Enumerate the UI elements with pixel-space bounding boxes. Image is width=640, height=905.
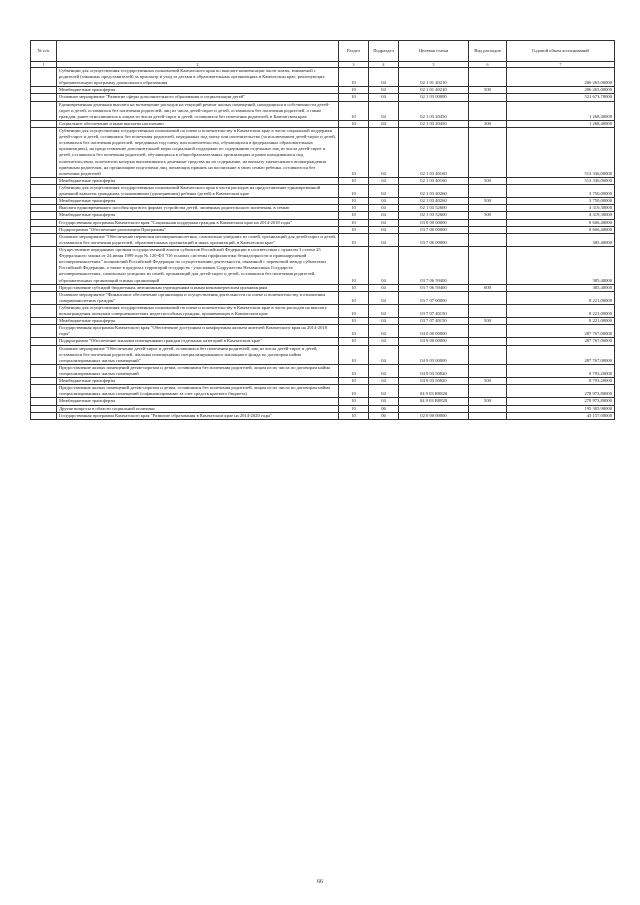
row-section: 10 [339, 284, 369, 291]
row-target-article: 03 7 07 00000 [399, 291, 469, 304]
row-sum: 43 157,00000 [507, 412, 615, 419]
row-target-article: 03 7 00 00000 [399, 226, 469, 233]
col-number: 3 [339, 62, 369, 68]
row-sum: 8 793,20000 [507, 364, 615, 377]
header-exp-type: Вид расходов [469, 41, 507, 62]
row-subsection: 04 [369, 226, 399, 233]
header-name [57, 41, 339, 62]
row-target-article: 04 0 00 00000 [399, 325, 469, 338]
row-subsection: 04 [369, 177, 399, 184]
row-number [31, 177, 57, 184]
row-expense-type: 500 [469, 198, 507, 205]
table-row [31, 364, 615, 377]
row-number [31, 378, 57, 385]
row-name: Социальное обеспечение и иные выплаты населению [57, 120, 339, 127]
row-target-article: 04 9 03 00000 [399, 345, 469, 364]
row-expense-type: 500 [469, 177, 507, 184]
table-row [31, 198, 615, 205]
row-number [31, 246, 57, 284]
row-subsection: 06 [369, 405, 399, 412]
row-name: Подпрограмма "Обеспечение реализации Программы" [57, 226, 339, 233]
row-section: 10 [339, 385, 369, 398]
table-row [31, 246, 615, 284]
row-number [31, 205, 57, 212]
row-subsection: 04 [369, 212, 399, 219]
row-sum: 206 265,00000 [507, 68, 615, 87]
row-target-article: 02 1 03 00000 [399, 94, 469, 101]
row-sum: 8 606,40000 [507, 226, 615, 233]
row-section: 10 [339, 412, 369, 419]
row-sum: 8 221,00000 [507, 304, 615, 317]
row-number [31, 87, 57, 94]
row-subsection: 04 [369, 291, 399, 304]
col-number: 5 [399, 62, 469, 68]
row-number [31, 94, 57, 101]
row-subsection: 04 [369, 345, 399, 364]
row-name: Государственная программа Камчатского края "Обеспечение доступным и комфортным жильем жителей Камчатского края на 2014-2018 годы" [57, 325, 339, 338]
table-row [31, 325, 615, 338]
row-target-article: 02 1 01 40210 [399, 87, 469, 94]
row-sum: 195 305,90000 [507, 405, 615, 412]
row-sum: 385,40000 [507, 284, 615, 291]
row-target-article: 03 7 07 40150 [399, 318, 469, 325]
col-number: 7 [507, 62, 615, 68]
col-number: 6 [469, 62, 507, 68]
row-section: 10 [339, 318, 369, 325]
row-number [31, 398, 57, 405]
row-section: 10 [339, 405, 369, 412]
row-expense-type: 500 [469, 87, 507, 94]
row-number [31, 184, 57, 197]
header-sum: Годовой объем ассигнований [507, 41, 615, 62]
row-section: 10 [339, 345, 369, 364]
row-sum: 3 750,00000 [507, 198, 615, 205]
header-target: Целевая статья [399, 41, 469, 62]
row-sum: 513 336,00000 [507, 127, 615, 177]
table-row [31, 412, 615, 419]
row-name: Предоставление жилых помещений детям-сиротам и детям, оставшимся без попечения родителей, лицам из их числа по договорам найма специализированных жилых помещений [57, 364, 339, 377]
row-expense-type [469, 226, 507, 233]
row-expense-type: 500 [469, 318, 507, 325]
row-sum: 4 319,30000 [507, 212, 615, 219]
table-row [31, 233, 615, 246]
row-number [31, 68, 57, 87]
table-row [31, 304, 615, 317]
row-sum: 1 268,40000 [507, 120, 615, 127]
row-target-article: 02 1 03 20450 [399, 120, 469, 127]
row-expense-type [469, 94, 507, 101]
row-expense-type [469, 101, 507, 120]
row-expense-type [469, 127, 507, 177]
table-row [31, 398, 615, 405]
row-sum: 3 750,00000 [507, 184, 615, 197]
row-target-article: 03 7 06 00000 [399, 233, 469, 246]
row-section: 10 [339, 212, 369, 219]
row-target-article: 04 9 03 50820 [399, 378, 469, 385]
row-number [31, 233, 57, 246]
row-expense-type: 300 [469, 120, 507, 127]
row-number [31, 120, 57, 127]
row-section: 10 [339, 291, 369, 304]
row-name: Государственная программа Камчатского края "Социальная поддержка граждан в Камчатском крае на 2014-2018 годы" [57, 219, 339, 226]
row-subsection: 04 [369, 246, 399, 284]
row-sum: 385,40000 [507, 233, 615, 246]
row-number [31, 304, 57, 317]
row-expense-type [469, 345, 507, 364]
header-section: Раздел [339, 41, 369, 62]
row-name: Межбюджетные трансферты [57, 318, 339, 325]
row-section: 10 [339, 101, 369, 120]
table-row [31, 219, 615, 226]
row-section: 10 [339, 378, 369, 385]
row-name: Субвенции для осуществления государственных полномочий по опеке и попечительству в Камчатском крае в части социальной поддержки детей-сирот и детей, оставшихся без попечения родителей, переданных под опеку или попечительство (за исключением детей-сирот и детей, оставшихся без попечения родителей, переданных под опеку или попечительство, обучающихся в федеральных образовательных организациях), на предоставление дополнительной меры социальной поддержки по содержанию отдельных лиц из числа детей-сирот и детей, оставшихся без попечения родителей, обучающихся в общеобразовательных организациях и ранее находившихся под попечительством, попечители которых выплачивались денежные средства на их содержание, на выплату ежемесячного вознаграждения приемным родителям, на организацию подготовки лиц, желающих принять на воспитание в свою семью ребенка, оставшегося без попечения родителей [57, 127, 339, 177]
row-section: 10 [339, 304, 369, 317]
row-expense-type [469, 325, 507, 338]
row-sum: 8 221,00000 [507, 318, 615, 325]
row-target-article: 04 9 03 R0820 [399, 385, 469, 398]
budget-table [30, 40, 615, 420]
row-expense-type: 600 [469, 284, 507, 291]
row-name: Межбюджетные трансферты [57, 378, 339, 385]
table-row [31, 127, 615, 177]
table-row [31, 120, 615, 127]
row-name: Субвенции для осуществления государственных полномочий Камчатского края в части расходов на предоставление единовременной денежной выплаты гражданам, усыновившим (удочерившим) ребенка (детей) в Камчатском крае [57, 184, 339, 197]
row-name: Подпрограмма "Обеспечение жилыми помещениями граждан отдельных категорий в Камчатском крае" [57, 338, 339, 345]
row-expense-type [469, 385, 507, 398]
row-subsection: 04 [369, 205, 399, 212]
row-subsection: 04 [369, 385, 399, 398]
row-section: 10 [339, 184, 369, 197]
row-section: 10 [339, 246, 369, 284]
row-section: 10 [339, 120, 369, 127]
row-target-article: 02 1 03 20450 [399, 101, 469, 120]
row-name: Основное мероприятие "Финансовое обеспечение организации и осуществления деятельности по опеке и попечительству в отношении совершеннолетних граждан" [57, 291, 339, 304]
header-num: № п/п [31, 41, 57, 62]
table-row [31, 101, 615, 120]
row-subsection: 04 [369, 219, 399, 226]
row-target-article: 02 1 03 40260 [399, 184, 469, 197]
row-section: 10 [339, 87, 369, 94]
row-name: Государственная программа Камчатского края "Развитие образования в Камчатском крае на 2014-2020 годы" [57, 412, 339, 419]
row-target-article: 02 1 03 52600 [399, 212, 469, 219]
row-target-article: 04 9 03 50820 [399, 364, 469, 377]
table-row [31, 94, 615, 101]
row-section: 10 [339, 205, 369, 212]
row-sum: 521 673,70000 [507, 94, 615, 101]
row-target-article [399, 405, 469, 412]
row-name: Межбюджетные трансферты [57, 87, 339, 94]
row-sum: 1 268,40000 [507, 101, 615, 120]
header-subsection: Подраздел [369, 41, 399, 62]
row-expense-type [469, 304, 507, 317]
row-section: 10 [339, 127, 369, 177]
row-target-article: 02 1 03 40160 [399, 177, 469, 184]
row-expense-type [469, 184, 507, 197]
row-subsection: 04 [369, 284, 399, 291]
table-row [31, 291, 615, 304]
row-name: Субвенции для осуществления государственных полномочий Камчатского края по выплате компенсации части платы, взимаемой с родителей (законных представителей) за присмотр и уход за детьми в образовательных организациях в Камчатском крае, реализующих образовательную программу дошкольного образования [57, 68, 339, 87]
row-name: Основное мероприятие "Обеспечение перевозки несовершеннолетних, самовольно ушедших из семей, организаций для детей-сирот и детей, оставшихся без попечения родителей, образовательных организаций и иных организаций, в Камчатском крае" [57, 233, 339, 246]
row-name: Выплата единовременного пособия при всех формах устройства детей, лишенных родительского попечения, в семью [57, 205, 339, 212]
row-name: Межбюджетные трансферты [57, 198, 339, 205]
row-target-article: 03 7 06 59400 [399, 284, 469, 291]
table-row [31, 405, 615, 412]
row-section: 10 [339, 338, 369, 345]
row-expense-type [469, 205, 507, 212]
row-sum: 278 973,80000 [507, 385, 615, 398]
table-row [31, 184, 615, 197]
table-row [31, 226, 615, 233]
row-target-article: 02 0 00 00000 [399, 412, 469, 419]
row-section: 10 [339, 219, 369, 226]
row-expense-type: 500 [469, 378, 507, 385]
row-subsection: 04 [369, 184, 399, 197]
table-row [31, 338, 615, 345]
row-expense-type [469, 364, 507, 377]
row-expense-type [469, 246, 507, 284]
row-target-article: 03 7 06 59400 [399, 246, 469, 284]
row-expense-type [469, 338, 507, 345]
row-number [31, 318, 57, 325]
row-number [31, 338, 57, 345]
row-sum: 278 973,80000 [507, 398, 615, 405]
row-number [31, 385, 57, 398]
row-subsection: 04 [369, 378, 399, 385]
table-row [31, 318, 615, 325]
row-sum: 8 221,00000 [507, 291, 615, 304]
table-row [31, 177, 615, 184]
row-target-article: 03 0 00 00000 [399, 219, 469, 226]
col-number: 1 [31, 62, 57, 68]
row-name: Осуществление переданных органам государственной власти субъектов Российской Федерации в соответствии с пунктом 3 статьи 25 Федерального закона от 24 июня 1999 года № 120-ФЗ "Об основах системы профилактики безнадзорности и правонарушений несовершеннолетних" полномочий Российской Федерации по осуществлению деятельности, связанной с перевозкой между субъектами Российской Федерации, а также в пределах территорий государств - участников Содружества Независимых Государств несовершеннолетних, самовольно ушедших из семей, организаций для детей-сирот и детей, оставшихся без попечения родителей, образовательных организаций и иных организаций [57, 246, 339, 284]
table-row [31, 68, 615, 87]
row-section: 10 [339, 398, 369, 405]
row-name: Субвенции для осуществления государственных полномочий по опеке и попечительству в Камчатском крае в части расходов на выплату вознаграждения опекунам совершеннолетних недееспособных граждан, проживающих в Камчатском крае [57, 304, 339, 317]
row-subsection: 04 [369, 198, 399, 205]
table-row [31, 385, 615, 398]
row-subsection: 04 [369, 127, 399, 177]
row-subsection: 04 [369, 233, 399, 246]
row-name: Предоставление субсидий бюджетным, автономным учреждениям и иным некоммерческим организациям [57, 284, 339, 291]
row-sum: 513 336,00000 [507, 177, 615, 184]
row-target-article: 02 1 03 40260 [399, 198, 469, 205]
row-name: Единовременная денежная выплата на возмещение расходов на текущий ремонт жилых помещений, находящихся в собственности детей-сирот и детей, оставшихся без попечения родителей, лиц из числа детей-сирот и детей, оставшихся без попечения родителей, а также граждан, ранее относившихся к лицам из числа детей-сирот и детей, оставшихся без попечения родителей, в Камчатском крае [57, 101, 339, 120]
row-sum: 206 265,00000 [507, 87, 615, 94]
row-sum: 8 606,40000 [507, 219, 615, 226]
row-sum: 287 767,00000 [507, 345, 615, 364]
row-subsection: 04 [369, 325, 399, 338]
row-target-article: 04 9 03 R0820 [399, 398, 469, 405]
page-number: 66 [317, 879, 323, 885]
row-section: 10 [339, 364, 369, 377]
row-subsection: 06 [369, 412, 399, 419]
row-expense-type: 500 [469, 212, 507, 219]
table-row [31, 345, 615, 364]
row-expense-type [469, 219, 507, 226]
row-sum: 287 767,00000 [507, 338, 615, 345]
row-number [31, 405, 57, 412]
row-subsection: 04 [369, 101, 399, 120]
table-row [31, 284, 615, 291]
row-subsection: 04 [369, 364, 399, 377]
row-sum: 4 319,30000 [507, 205, 615, 212]
row-section: 10 [339, 68, 369, 87]
row-expense-type [469, 68, 507, 87]
row-expense-type [469, 412, 507, 419]
row-number [31, 212, 57, 219]
row-subsection: 04 [369, 304, 399, 317]
row-sum: 385,40000 [507, 246, 615, 284]
table-row [31, 212, 615, 219]
row-expense-type [469, 233, 507, 246]
row-name: Предоставление жилых помещений детям-сиротам и детям, оставшимся без попечения родителей, лицам из их числа по договорам найма специализированных жилых помещений (софинансирование за счет средств краевого бюджета) [57, 385, 339, 398]
row-target-article: 02 1 03 52600 [399, 205, 469, 212]
row-number [31, 226, 57, 233]
row-number [31, 101, 57, 120]
row-subsection: 04 [369, 398, 399, 405]
row-section: 10 [339, 177, 369, 184]
row-number [31, 364, 57, 377]
row-section: 10 [339, 233, 369, 246]
row-subsection: 04 [369, 338, 399, 345]
row-expense-type: 500 [469, 398, 507, 405]
row-subsection: 04 [369, 94, 399, 101]
row-sum: 287 767,00000 [507, 325, 615, 338]
table-row [31, 378, 615, 385]
row-section: 10 [339, 325, 369, 338]
row-subsection: 04 [369, 87, 399, 94]
row-expense-type [469, 405, 507, 412]
row-number [31, 219, 57, 226]
col-number: 4 [369, 62, 399, 68]
row-subsection: 04 [369, 120, 399, 127]
row-number [31, 284, 57, 291]
row-name: Межбюджетные трансферты [57, 398, 339, 405]
row-name: Межбюджетные трансферты [57, 177, 339, 184]
row-name: Межбюджетные трансферты [57, 212, 339, 219]
row-number [31, 291, 57, 304]
row-section: 10 [339, 198, 369, 205]
row-sum: 8 793,20000 [507, 378, 615, 385]
row-number [31, 325, 57, 338]
row-subsection: 04 [369, 318, 399, 325]
table-body [31, 68, 615, 420]
row-number [31, 412, 57, 419]
row-name: Основное мероприятие "Развитие сферы дополнительного образования и социализации детей" [57, 94, 339, 101]
row-number [31, 198, 57, 205]
row-number [31, 345, 57, 364]
row-target-article: 04 9 00 00000 [399, 338, 469, 345]
row-expense-type [469, 291, 507, 304]
row-target-article: 02 1 01 40210 [399, 68, 469, 87]
table-row [31, 205, 615, 212]
row-section: 10 [339, 226, 369, 233]
row-target-article: 02 1 03 40160 [399, 127, 469, 177]
table-header-row [31, 41, 615, 62]
table-row [31, 87, 615, 94]
row-target-article: 03 7 07 40150 [399, 304, 469, 317]
row-number [31, 127, 57, 177]
row-section: 10 [339, 94, 369, 101]
row-name: Другие вопросы в области социальной политики [57, 405, 339, 412]
row-name: Основное мероприятие "Обеспечение детей-сирот и детей, оставшихся без попечения родителей, лиц из числа детей-сирот и детей, оставшихся без попечения родителей, жилыми помещениями специализированного жилищного фонда по договорам найма специализированных жилых помещений" [57, 345, 339, 364]
row-subsection: 04 [369, 68, 399, 87]
col-number: 2 [57, 62, 339, 68]
